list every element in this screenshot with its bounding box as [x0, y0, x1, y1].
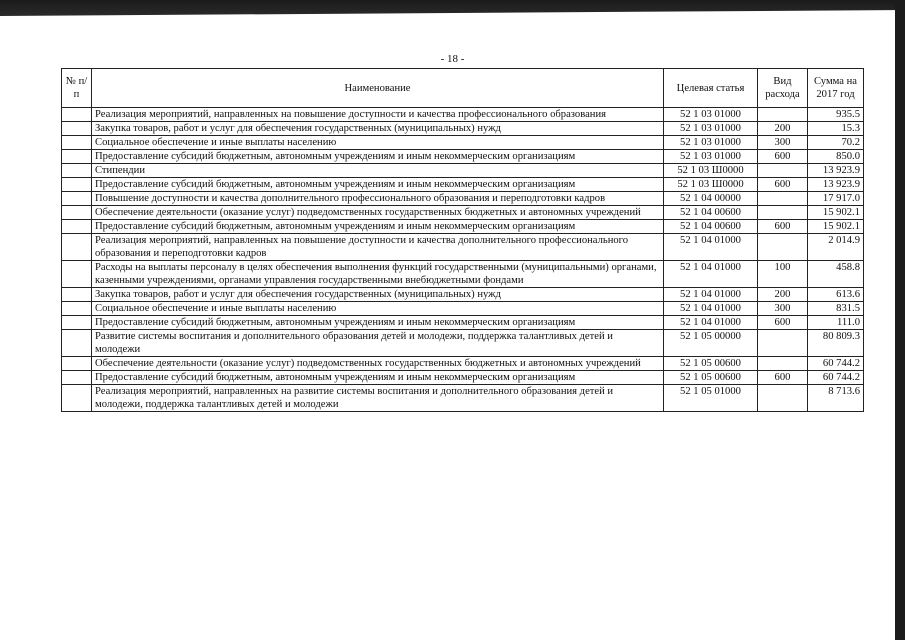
- row-name: Реализация мероприятий, направленных на повышение доступности и качества профессионального образования: [92, 108, 664, 122]
- header-target-article: Целевая статья: [664, 69, 758, 108]
- row-name: Реализация мероприятий, направленных на развитие системы воспитания и дополнительного образования детей и молодежи, поддержка талантливых детей и молодежи: [92, 385, 664, 412]
- row-number: [62, 357, 92, 371]
- row-amount: 2 014.9: [808, 234, 864, 261]
- header-amount-2017: Сумма на 2017 год: [808, 69, 864, 108]
- row-expense-type: [758, 164, 808, 178]
- row-expense-type: [758, 108, 808, 122]
- row-expense-type: 600: [758, 220, 808, 234]
- row-name: Обеспечение деятельности (оказание услуг) подведомственных государственных бюджетных и автономных учреждений: [92, 206, 664, 220]
- row-number: [62, 122, 92, 136]
- row-amount: 13 923.9: [808, 164, 864, 178]
- row-name: Обеспечение деятельности (оказание услуг) подведомственных государственных бюджетных и автономных учреждений: [92, 357, 664, 371]
- row-number: [62, 178, 92, 192]
- row-expense-type: 300: [758, 302, 808, 316]
- page-number: - 18 -: [440, 53, 465, 65]
- row-amount: 111.0: [808, 316, 864, 330]
- table-row: [62, 261, 864, 288]
- row-number: [62, 164, 92, 178]
- row-amount: 8 713.6: [808, 385, 864, 412]
- row-name: Предоставление субсидий бюджетным, автономным учреждениям и иным некоммерческим организациям: [92, 150, 664, 164]
- table-row: [62, 302, 864, 316]
- table-row: [62, 385, 864, 412]
- row-target-article: 52 1 04 01000: [664, 302, 758, 316]
- row-number: [62, 150, 92, 164]
- row-name: Развитие системы воспитания и дополнительного образования детей и молодежи, поддержка талантливых детей и молодежи: [92, 330, 664, 357]
- row-expense-type: [758, 192, 808, 206]
- row-target-article: 52 1 04 00600: [664, 206, 758, 220]
- row-number: [62, 288, 92, 302]
- table-row: [62, 220, 864, 234]
- row-target-article: 52 1 05 00600: [664, 357, 758, 371]
- table-row: [62, 164, 864, 178]
- row-target-article: 52 1 04 01000: [664, 234, 758, 261]
- row-amount: 17 917.0: [808, 192, 864, 206]
- row-number: [62, 220, 92, 234]
- row-amount: 935.5: [808, 108, 864, 122]
- row-number: [62, 192, 92, 206]
- table-row: [62, 206, 864, 220]
- budget-table: [61, 68, 864, 412]
- row-amount: 13 923.9: [808, 178, 864, 192]
- row-expense-type: 200: [758, 122, 808, 136]
- table-row: [62, 330, 864, 357]
- row-number: [62, 302, 92, 316]
- header-number: № п/п: [62, 69, 92, 108]
- row-number: [62, 316, 92, 330]
- row-name: Предоставление субсидий бюджетным, автономным учреждениям и иным некоммерческим организациям: [92, 178, 664, 192]
- header-expense-type: Вид расхода: [758, 69, 808, 108]
- row-target-article: 52 1 03 01000: [664, 108, 758, 122]
- table-row: [62, 178, 864, 192]
- row-target-article: 52 1 03 Ш0000: [664, 164, 758, 178]
- row-name: Социальное обеспечение и иные выплаты населению: [92, 136, 664, 150]
- row-amount: 850.0: [808, 150, 864, 164]
- row-target-article: 52 1 03 01000: [664, 122, 758, 136]
- table-row: [62, 108, 864, 122]
- row-expense-type: [758, 385, 808, 412]
- row-name: Реализация мероприятий, направленных на повышение доступности и качества дополнительного профессионального образования и переподготовки кадров: [92, 234, 664, 261]
- row-expense-type: 200: [758, 288, 808, 302]
- row-target-article: 52 1 03 01000: [664, 150, 758, 164]
- row-amount: 15 902.1: [808, 220, 864, 234]
- row-name: Закупка товаров, работ и услуг для обеспечения государственных (муниципальных) нужд: [92, 288, 664, 302]
- row-target-article: 52 1 03 Ш0000: [664, 178, 758, 192]
- row-name: Закупка товаров, работ и услуг для обеспечения государственных (муниципальных) нужд: [92, 122, 664, 136]
- row-name: Расходы на выплаты персоналу в целях обеспечения выполнения функций государственными (муниципальными) органами, казенными учреждениями, органами управления государственными внебюджетными фондами: [92, 261, 664, 288]
- row-target-article: 52 1 05 01000: [664, 385, 758, 412]
- row-expense-type: [758, 330, 808, 357]
- row-name: Предоставление субсидий бюджетным, автономным учреждениям и иным некоммерческим организациям: [92, 316, 664, 330]
- table-row: [62, 192, 864, 206]
- table-row: [62, 357, 864, 371]
- row-expense-type: [758, 206, 808, 220]
- row-target-article: 52 1 05 00600: [664, 371, 758, 385]
- table-row: [62, 316, 864, 330]
- row-expense-type: 600: [758, 316, 808, 330]
- row-name: Предоставление субсидий бюджетным, автономным учреждениям и иным некоммерческим организациям: [92, 371, 664, 385]
- row-expense-type: 600: [758, 178, 808, 192]
- table-row: [62, 122, 864, 136]
- row-amount: 15 902.1: [808, 206, 864, 220]
- table-header-row: [62, 69, 864, 108]
- table-row: [62, 371, 864, 385]
- row-amount: 458.8: [808, 261, 864, 288]
- row-number: [62, 108, 92, 122]
- scan-edge-top: [0, 0, 905, 16]
- row-number: [62, 261, 92, 288]
- row-number: [62, 206, 92, 220]
- row-amount: 15.3: [808, 122, 864, 136]
- row-expense-type: 300: [758, 136, 808, 150]
- row-amount: 70.2: [808, 136, 864, 150]
- row-number: [62, 234, 92, 261]
- row-amount: 60 744.2: [808, 371, 864, 385]
- row-amount: 60 744.2: [808, 357, 864, 371]
- table-row: [62, 136, 864, 150]
- row-name: Социальное обеспечение и иные выплаты населению: [92, 302, 664, 316]
- row-expense-type: [758, 234, 808, 261]
- row-amount: 80 809.3: [808, 330, 864, 357]
- header-name: Наименование: [92, 69, 664, 108]
- row-amount: 831.5: [808, 302, 864, 316]
- row-target-article: 52 1 03 01000: [664, 136, 758, 150]
- row-expense-type: 600: [758, 150, 808, 164]
- row-target-article: 52 1 04 01000: [664, 261, 758, 288]
- row-name: Стипендии: [92, 164, 664, 178]
- table-row: [62, 150, 864, 164]
- row-expense-type: [758, 357, 808, 371]
- row-target-article: 52 1 04 01000: [664, 288, 758, 302]
- row-name: Предоставление субсидий бюджетным, автономным учреждениям и иным некоммерческим организациям: [92, 220, 664, 234]
- row-amount: 613.6: [808, 288, 864, 302]
- row-target-article: 52 1 04 00600: [664, 220, 758, 234]
- row-name: Повышение доступности и качества дополнительного профессионального образования и переподготовки кадров: [92, 192, 664, 206]
- row-number: [62, 330, 92, 357]
- table-row: [62, 288, 864, 302]
- row-target-article: 52 1 04 01000: [664, 316, 758, 330]
- row-expense-type: 600: [758, 371, 808, 385]
- row-target-article: 52 1 04 00000: [664, 192, 758, 206]
- scan-edge-right: [895, 0, 905, 640]
- row-target-article: 52 1 05 00000: [664, 330, 758, 357]
- row-number: [62, 371, 92, 385]
- row-number: [62, 385, 92, 412]
- row-expense-type: 100: [758, 261, 808, 288]
- row-number: [62, 136, 92, 150]
- table-row: [62, 234, 864, 261]
